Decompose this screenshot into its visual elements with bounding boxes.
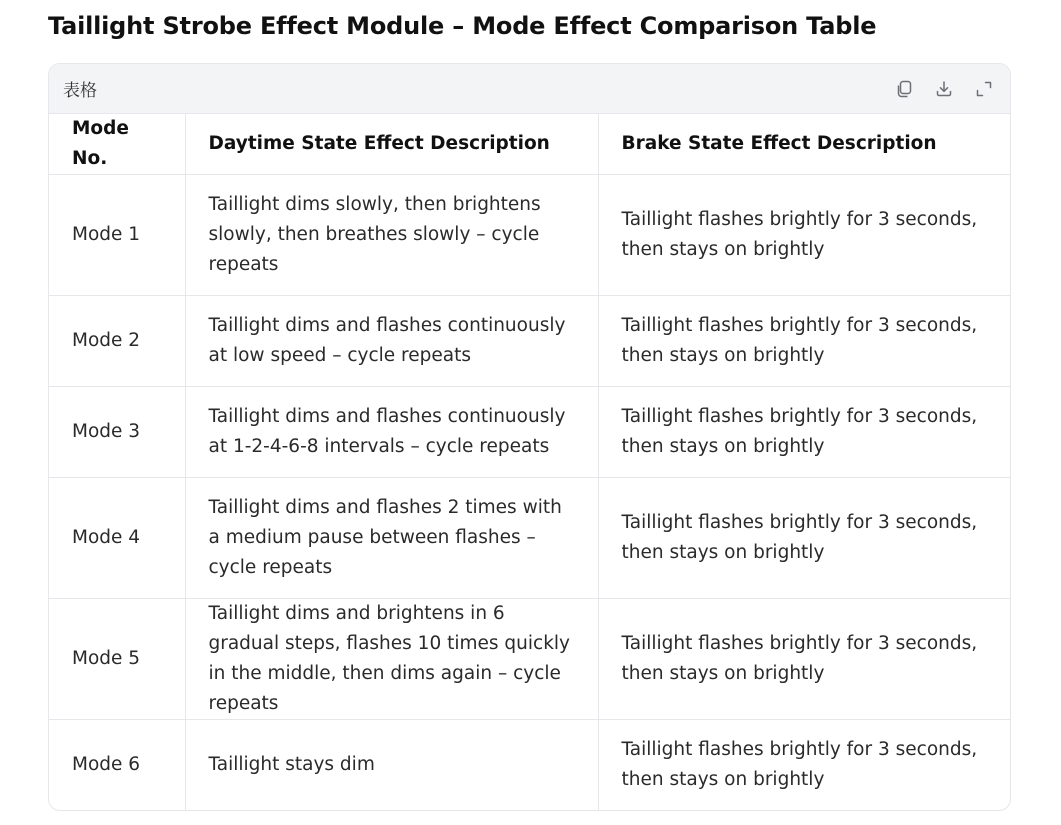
daytime-effect-cell: Taillight dims and brightens in 6 gradual steps, flashes 10 times quickly in the middle, then dims again – cycle repeats	[185, 599, 598, 720]
download-icon	[934, 79, 954, 99]
copy-icon	[894, 79, 914, 99]
brake-effect-cell: Taillight flashes brightly for 3 seconds, then stays on brightly	[621, 739, 978, 790]
table-card-header	[49, 64, 1010, 114]
daytime-effect-cell: Taillight dims slowly, then brightens slowly, then breathes slowly – cycle repeats	[185, 175, 598, 296]
brake-effect-cell: Taillight flashes brightly for 3 seconds, then stays on brightly	[598, 296, 1010, 387]
expand-icon	[974, 79, 994, 99]
expand-button[interactable]	[974, 79, 994, 99]
brake-effect-cell: Taillight flashes brightly for 3 seconds, then stays on brightly	[598, 175, 1010, 296]
mode-cell: Mode 5	[49, 599, 185, 720]
page-title: Taillight Strobe Effect Module – Mode Effect Comparison Table	[48, 12, 877, 40]
table-row	[49, 599, 1010, 720]
table-header-row	[49, 114, 1010, 175]
column-header-brake-effect: Brake State Effect Description	[598, 114, 1010, 175]
table-row	[49, 720, 1010, 811]
brake-effect-cell: Taillight flashes brightly for 3 seconds, then stays on brightly	[598, 599, 1010, 720]
daytime-effect-cell: Taillight dims and flashes continuously at low speed – cycle repeats	[185, 296, 598, 387]
daytime-effect-cell: Taillight dims and flashes continuously at 1-2-4-6-8 intervals – cycle repeats	[185, 387, 598, 478]
mode-cell: Mode 2	[49, 296, 185, 387]
column-header-mode-no: Mode No.	[49, 114, 185, 175]
table-row	[49, 175, 1010, 296]
download-button[interactable]	[934, 79, 954, 99]
brake-effect-cell: Taillight flashes brightly for 3 seconds, then stays on brightly	[598, 387, 1010, 478]
mode-cell: Mode 4	[49, 478, 185, 599]
table-row	[49, 296, 1010, 387]
brake-effect-cell: Taillight flashes brightly for 3 seconds, then stays on brightly	[598, 478, 1010, 599]
mode-cell: Mode 1	[49, 175, 185, 296]
column-header-daytime-effect: Daytime State Effect Description	[185, 114, 598, 175]
table-row	[49, 387, 1010, 478]
table-label: 表格	[63, 81, 97, 101]
copy-button[interactable]	[894, 79, 914, 99]
daytime-effect-cell: Taillight stays dim	[185, 720, 598, 811]
daytime-effect-cell: Taillight dims and flashes 2 times with a medium pause between flashes – cycle repeats	[185, 478, 598, 599]
table-card	[48, 63, 1011, 811]
mode-cell: Mode 6	[49, 720, 185, 811]
mode-comparison-table	[49, 114, 1010, 810]
table-toolbar	[894, 79, 994, 99]
mode-cell: Mode 3	[49, 387, 185, 478]
table-row	[49, 478, 1010, 599]
